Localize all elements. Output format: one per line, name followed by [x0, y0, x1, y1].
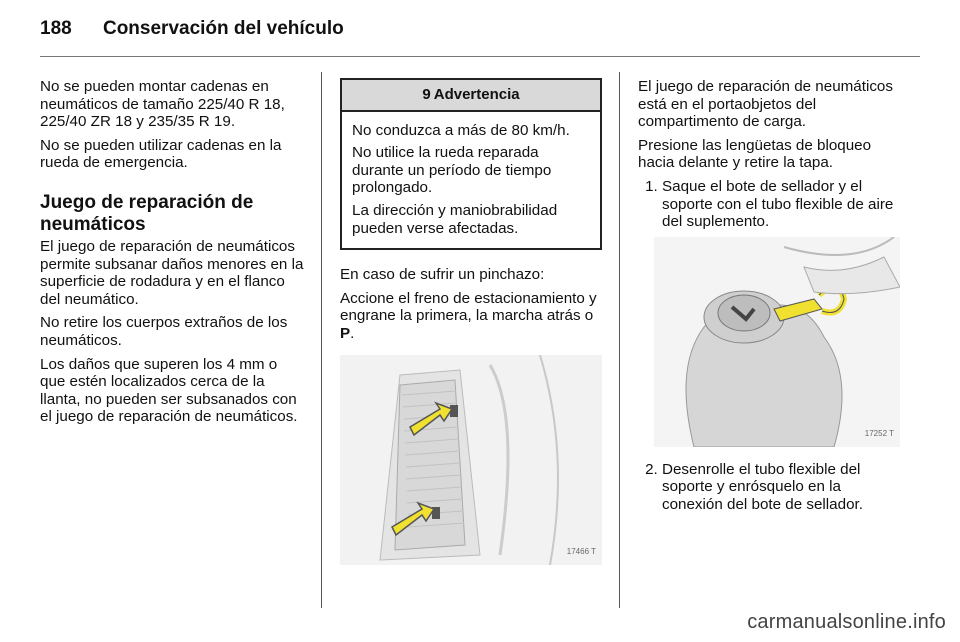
foreign-objects-paragraph: No retire los cuerpos extraños de los neumáticos. — [40, 314, 288, 349]
step-1: 1. Saque el bote de sellador y el soporte con el tubo flexible de aire del suplemento. — [662, 178, 903, 231]
damage-limits-paragraph: Los daños que superen los 4 mm o que estén localizados cerca de la llanta, no pueden ser subsanados con el juego de reparación de neumáticos. — [40, 355, 298, 426]
steps-list — [638, 178, 903, 231]
park-gear-label: P — [340, 324, 351, 342]
puncture-intro: En caso de sufrir un pinchazo: — [340, 266, 545, 284]
warning-header — [342, 80, 600, 112]
header-rule — [40, 56, 920, 57]
column-middle — [340, 78, 602, 565]
figure-code: 17252 T — [864, 429, 894, 439]
column-left — [40, 78, 306, 432]
emergency-wheel-paragraph: No se pueden utilizar cadenas en la rueda de emergencia. — [40, 136, 282, 172]
warning-body — [342, 112, 600, 249]
parking-brake-instruction: Accione el freno de estacionamiento y engrane la primera, la marcha atrás o P. — [340, 289, 597, 342]
step-2: 2. Desenrolle el tubo flexible del soporte y enrósquelo en la conexión del bote de sellador. — [662, 461, 903, 514]
lid-instruction-paragraph: Presione las lengüetas de bloqueo hacia delante y retire la tapa. — [638, 136, 872, 172]
sealant-bottle-illustration — [654, 237, 900, 447]
kit-intro-paragraph: El juego de reparación de neumáticos permite subsanar daños menores en la superficie de rodadura y en el flanco del neumático. — [40, 237, 304, 308]
column-right — [638, 78, 903, 520]
page-title: Conservación del vehículo — [102, 18, 344, 39]
watermark: carmanualsonline.info — [747, 611, 946, 633]
section-heading: Juego de reparación de neumáticos — [40, 191, 254, 235]
column-divider-left — [321, 72, 322, 608]
page-header — [40, 18, 344, 40]
trunk-panel-illustration — [340, 355, 602, 565]
warning-box — [340, 78, 602, 250]
speed-limit-text: No conduzca a más de 80 km/h. — [352, 121, 570, 139]
duration-text: No utilice la rueda reparada durante un período de tiempo prolongado. — [352, 144, 552, 197]
warning-title: Advertencia — [433, 86, 520, 103]
column-divider-right — [619, 72, 620, 608]
figure-code: 17466 T — [566, 546, 596, 556]
sealant-bottle-drawing — [654, 237, 900, 447]
kit-location-paragraph: El juego de reparación de neumáticos está en el portaobjetos del compartimento de carga. — [638, 78, 893, 131]
trunk-panel-drawing — [340, 355, 602, 565]
page-number: 188 — [40, 18, 72, 39]
handling-text: La dirección y maniobrabilidad pueden verse afectadas. — [352, 201, 558, 237]
warning-triangle-icon: 9 — [422, 86, 431, 103]
steps-list-continued — [638, 461, 903, 514]
chains-paragraph: No se pueden montar cadenas en neumáticos de tamaño 225/40 R 18, 225/40 ZR 18 y 235/35 R 19. — [40, 78, 285, 131]
